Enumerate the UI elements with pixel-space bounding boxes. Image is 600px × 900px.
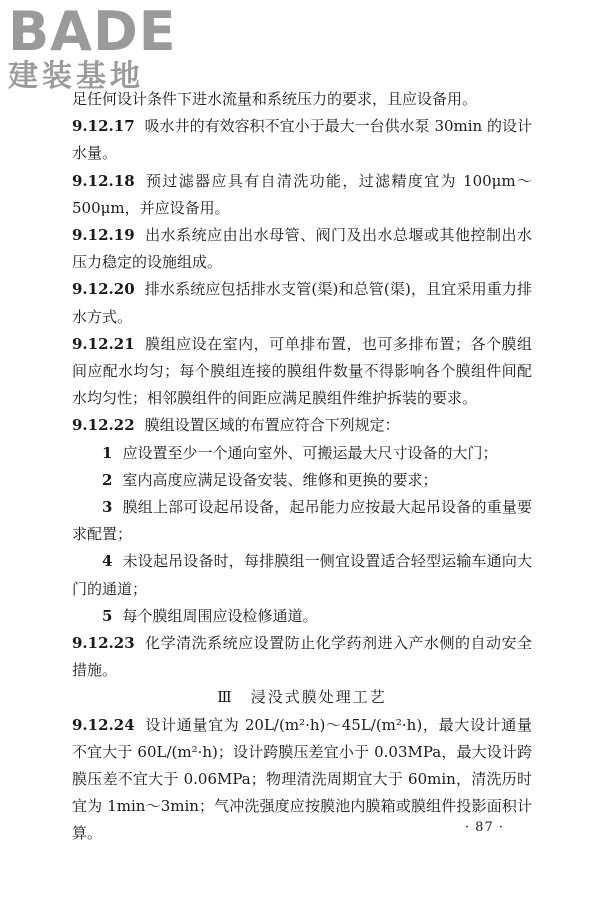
- clause-number: 9.12.22: [72, 416, 135, 435]
- item-number: 4: [102, 552, 113, 571]
- clause-9-12-20: [72, 276, 532, 330]
- clause-9-12-22: [72, 412, 532, 439]
- list-item: [72, 603, 532, 630]
- section-title: Ⅲ 浸没式膜处理工艺: [217, 688, 387, 707]
- clause-number: 9.12.19: [72, 226, 135, 245]
- list-item: [72, 494, 532, 548]
- clause-number: 9.12.20: [72, 280, 135, 299]
- watermark-subtitle: 建装基地: [8, 59, 144, 94]
- watermark-brand: BADE: [8, 0, 177, 63]
- clause-text: 设计通量宜为 20L/(m²·h)～45L/(m²·h)，最大设计通量不宜大于 60L/(m²·h)；设计跨膜压差宜小于 0.03MPa，最大设计跨膜压差不宜大于 0.06MPa；物理清洗周期宜大于 60min，清洗历时宜为 1min～3min；气冲洗强度应按膜池内膜箱或膜组件投影面积计算。: [72, 715, 532, 843]
- clause-text: 化学清洗系统应设置防止化学药剂进入产水侧的自动安全措施。: [72, 634, 532, 680]
- item-text: 室内高度应满足设备安装、维修和更换的要求；: [122, 470, 438, 489]
- item-text: 未设起吊设备时，每排膜组一侧宜设置适合轻型运输车通向大门的通道；: [72, 552, 532, 598]
- clause-9-12-24: [72, 712, 532, 848]
- list-item: [72, 440, 532, 467]
- item-text: 膜组上部可设起吊设备，起吊能力应按最大起吊设备的重量要求配置；: [72, 498, 532, 544]
- clause-number: 9.12.18: [72, 171, 135, 190]
- clause-text: 膜组应设在室内，可单排布置，也可多排布置；各个膜组间应配水均匀；每个膜组连接的膜组件数量不得影响各个膜组件间配水均匀性；相邻膜组件的间距应满足膜组件维护拆装的要求。: [72, 334, 532, 408]
- item-number: 2: [102, 470, 113, 489]
- watermark-logo: [8, 0, 177, 94]
- item-number: 5: [102, 606, 113, 625]
- page-number: · 87 ·: [464, 820, 504, 835]
- item-text: 每个膜组周围应设检修通道。: [122, 606, 318, 625]
- clause-9-12-21: [72, 331, 532, 413]
- clause-9-12-23: [72, 630, 532, 684]
- clause-number: 9.12.21: [72, 334, 135, 353]
- clause-text: 出水系统应由出水母管、阀门及出水总堰或其他控制出水压力稳定的设施组成。: [72, 226, 532, 272]
- list-item: [72, 548, 532, 602]
- document-body: [72, 86, 532, 848]
- clause-number: 9.12.17: [72, 117, 135, 136]
- clause-number: 9.12.24: [72, 715, 135, 734]
- item-number: 1: [102, 443, 113, 462]
- clause-text: 膜组设置区域的布置应符合下列规定：: [144, 416, 400, 435]
- clause-number: 9.12.23: [72, 634, 135, 653]
- item-text: 应设置至少一个通向室外、可搬运最大尺寸设备的大门；: [122, 443, 498, 462]
- item-number: 3: [102, 498, 113, 517]
- clause-text: 吸水井的有效容积不宜小于最大一台供水泵 30min 的设计水量。: [72, 117, 532, 163]
- list-item: [72, 467, 532, 494]
- continuation-paragraph: 足任何设计条件下进水流量和系统压力的要求，且应设备用。: [72, 90, 478, 108]
- clause-text: 排水系统应包括排水支管(渠)和总管(渠)，且宜采用重力排水方式。: [72, 280, 532, 326]
- clause-9-12-19: [72, 222, 532, 276]
- clause-9-12-18: [72, 168, 532, 222]
- clause-9-12-17: [72, 113, 532, 167]
- clause-text: 预过滤器应具有自清洗功能，过滤精度宜为 100μm～500μm，并应设备用。: [72, 171, 532, 217]
